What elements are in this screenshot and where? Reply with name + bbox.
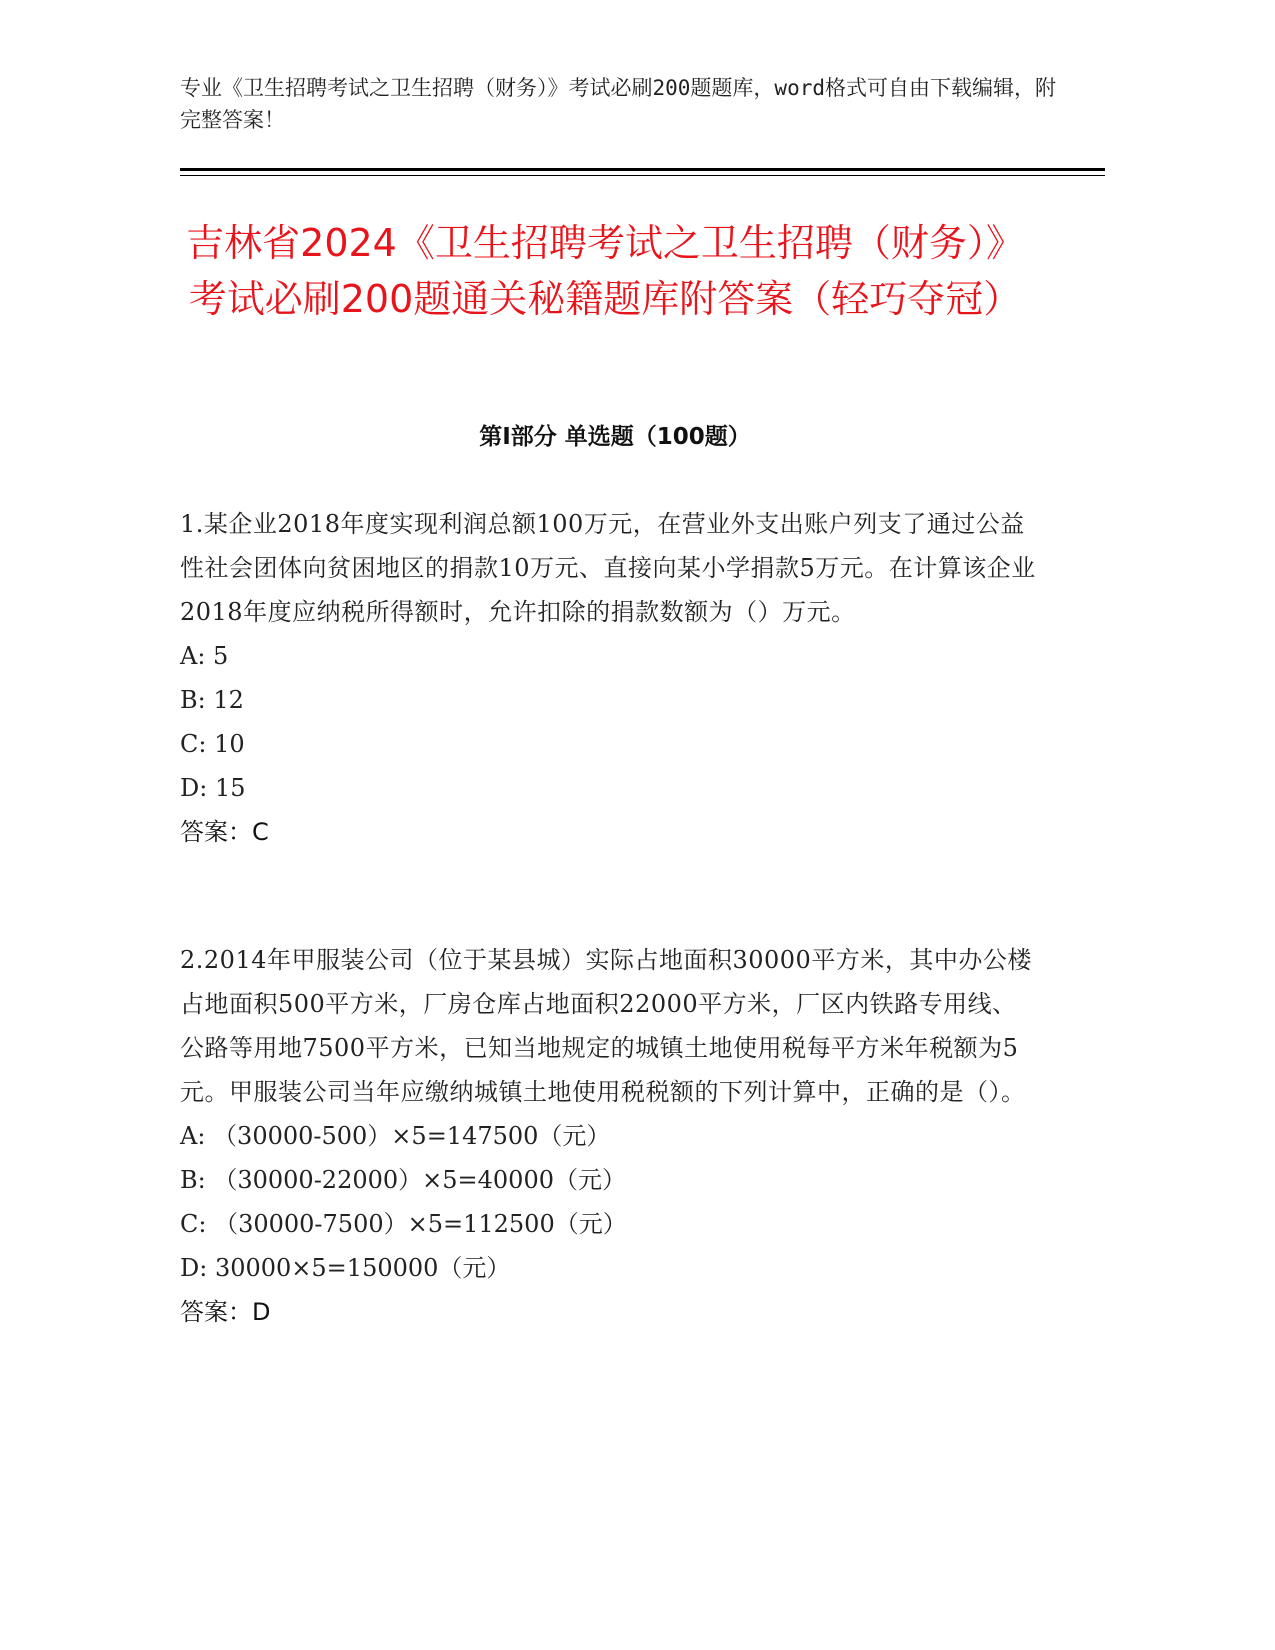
- answer: 答案：D: [180, 1298, 271, 1326]
- option-a: A: 5: [180, 642, 229, 670]
- header-divider-thick: [180, 168, 1105, 171]
- question-stem: 1.某企业2018年度实现利润总额100万元，在营业外支出账户列支了通过公益性社会团体向贫困地区的捐款10万元、直接向某小学捐款5万元。在计算该企业2018年度应纳税所得额时，允许扣除的捐款数额为（）万元。: [180, 510, 1036, 626]
- option-c: C: （30000-7500）×5=112500（元）: [180, 1210, 627, 1238]
- question-1: [180, 502, 1040, 854]
- option-b: B: 12: [180, 686, 244, 714]
- section-heading: 第Ⅰ部分 单选题（100题）: [479, 424, 751, 450]
- header-divider-thin: [180, 175, 1105, 176]
- document-title: 吉林省2024《卫生招聘考试之卫生招聘（财务）》考试必刷200题通关秘籍题库附答案（轻巧夺冠）: [186, 221, 1024, 321]
- option-a: A: （30000-500）×5=147500（元）: [180, 1122, 611, 1150]
- question-stem: 2.2014年甲服装公司（位于某县城）实际占地面积30000平方米，其中办公楼占地面积500平方米，厂房仓库占地面积22000平方米，厂区内铁路专用线、公路等用地7500平方米，已知当地规定的城镇土地使用税每平方米年税额为5元。甲服装公司当年应缴纳城镇土地使用税税额的下列计算中，正确的是（）。: [180, 946, 1032, 1106]
- option-c: C: 10: [180, 730, 245, 758]
- option-d: D: 15: [180, 774, 246, 802]
- option-b: B: （30000-22000）×5=40000（元）: [180, 1166, 626, 1194]
- header-note: 专业《卫生招聘考试之卫生招聘（财务）》考试必刷200题题库，word格式可自由下载编辑，附完整答案！: [180, 76, 1056, 132]
- option-d: D: 30000×5=150000（元）: [180, 1254, 511, 1282]
- answer: 答案：C: [180, 818, 269, 846]
- question-2: [180, 938, 1040, 1334]
